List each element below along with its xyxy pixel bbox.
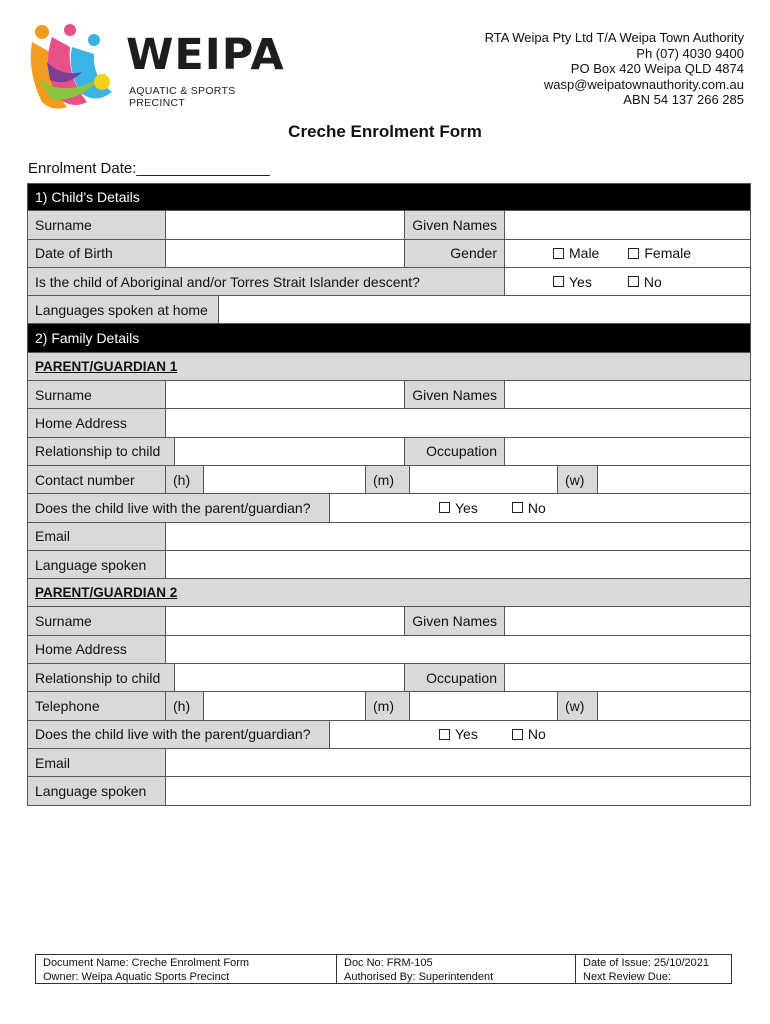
pg2-no-checkbox[interactable]	[512, 729, 523, 740]
pg1-heading: PARENT/GUARDIAN 1	[27, 353, 751, 381]
footer-doc-no: Doc No: FRM-105	[344, 957, 433, 969]
pg1-email-label: Email	[28, 523, 166, 550]
pg1-mobile-label: (m)	[366, 466, 410, 493]
pg1-no-label: No	[527, 499, 546, 516]
org-line: RTA Weipa Pty Ltd T/A Weipa Town Authority	[484, 30, 744, 45]
pg1-given-names-label: Given Names	[405, 381, 505, 408]
document-footer	[35, 954, 732, 984]
dob-label: Date of Birth	[28, 240, 166, 267]
pg2-email-input[interactable]	[166, 749, 750, 776]
gender-options	[505, 240, 750, 267]
footer-authorised: Authorised By: Superintendent	[344, 971, 494, 983]
pg2-address-label: Home Address	[28, 636, 166, 663]
pg2-lives-options	[330, 721, 750, 748]
pg1-email-input[interactable]	[166, 523, 750, 550]
pg1-email-row	[27, 523, 751, 551]
logo-word: WEIPA	[126, 30, 285, 80]
footer-owner: Owner: Weipa Aquatic Sports Precinct	[43, 971, 230, 983]
pg1-work-phone-input[interactable]	[598, 466, 750, 493]
org-line: ABN 54 137 266 285	[623, 92, 744, 107]
section-heading-child: 1) Child’s Details	[27, 183, 751, 211]
pg2-surname-label: Surname	[28, 607, 166, 634]
atsi-options	[505, 268, 750, 295]
logo-figures-icon	[22, 22, 122, 114]
pg2-mobile-label: (m)	[366, 692, 410, 719]
pg1-yes-label: Yes	[455, 499, 478, 516]
pg2-occupation-input[interactable]	[505, 664, 750, 691]
pg2-home-phone-label: (h)	[166, 692, 204, 719]
enrolment-form	[27, 183, 751, 806]
pg1-address-label: Home Address	[28, 409, 166, 436]
pg1-given-names-input[interactable]	[505, 381, 750, 408]
pg2-address-row	[27, 636, 751, 664]
pg1-home-phone-label: (h)	[166, 466, 204, 493]
languages-input[interactable]	[219, 296, 750, 323]
pg1-address-row	[27, 409, 751, 437]
atsi-no-label: No	[643, 273, 662, 290]
pg1-contact-row	[27, 466, 751, 494]
pg2-home-phone-input[interactable]	[204, 692, 366, 719]
pg1-surname-input[interactable]	[166, 381, 405, 408]
atsi-no-checkbox[interactable]	[628, 276, 639, 287]
gender-label: Gender	[405, 240, 505, 267]
org-line: Ph (07) 4030 9400	[636, 45, 744, 61]
pg1-mobile-input[interactable]	[410, 466, 558, 493]
pg1-name-row	[27, 381, 751, 409]
male-label: Male	[569, 245, 600, 262]
pg1-home-phone-input[interactable]	[204, 466, 366, 493]
footer-doc-name: Document Name: Creche Enrolment Form	[43, 957, 250, 969]
pg1-occupation-label: Occupation	[405, 438, 505, 465]
child-name-row	[27, 211, 751, 239]
pg1-relationship-label: Relationship to child	[28, 438, 175, 465]
languages-row	[27, 296, 751, 324]
pg2-address-input[interactable]	[166, 636, 750, 663]
pg2-work-phone-label: (w)	[558, 692, 598, 719]
surname-label: Surname	[28, 211, 166, 238]
pg1-address-input[interactable]	[166, 409, 750, 436]
pg2-relationship-label: Relationship to child	[28, 664, 175, 691]
child-surname-input[interactable]	[166, 211, 405, 238]
footer-doc-number	[337, 955, 576, 983]
pg2-contact-row	[27, 692, 751, 720]
pg2-surname-input[interactable]	[166, 607, 405, 634]
pg1-lives-question: Does the child live with the parent/guardian?	[28, 494, 330, 521]
org-line: PO Box 420 Weipa QLD 4874	[570, 61, 744, 76]
atsi-yes-checkbox[interactable]	[553, 276, 564, 287]
pg1-work-phone-label: (w)	[558, 466, 598, 493]
pg1-language-row	[27, 551, 751, 579]
female-label: Female	[644, 245, 692, 262]
pg1-language-input[interactable]	[166, 551, 750, 578]
atsi-question: Is the child of Aboriginal and/or Torres Strait Islander descent?	[28, 268, 505, 295]
pg2-occupation-label: Occupation	[405, 664, 505, 691]
atsi-row	[27, 268, 751, 296]
pg2-no-label: No	[527, 726, 546, 743]
pg2-mobile-input[interactable]	[410, 692, 558, 719]
pg2-email-label: Email	[28, 749, 166, 776]
logo-subtitle: AQUATIC & SPORTS PRECINCT	[129, 85, 236, 109]
given-names-label: Given Names	[405, 211, 505, 238]
female-checkbox[interactable]	[628, 248, 639, 259]
section-heading-family: 2) Family Details	[27, 324, 751, 352]
languages-label: Languages spoken at home	[28, 296, 219, 323]
child-dob-input[interactable]	[166, 240, 405, 267]
child-dob-row	[27, 240, 751, 268]
pg2-lives-question: Does the child live with the parent/guardian?	[28, 721, 330, 748]
pg1-relationship-input[interactable]	[175, 438, 405, 465]
footer-dates	[576, 955, 731, 983]
weipa-logo	[22, 22, 287, 114]
pg1-language-label: Language spoken	[28, 551, 166, 578]
pg2-language-label: Language spoken	[28, 777, 166, 804]
pg1-occupation-input[interactable]	[505, 438, 750, 465]
pg1-lives-options	[330, 494, 750, 521]
pg1-contact-label: Contact number	[28, 466, 166, 493]
male-checkbox[interactable]	[553, 248, 564, 259]
pg2-yes-checkbox[interactable]	[439, 729, 450, 740]
pg2-relationship-input[interactable]	[175, 664, 405, 691]
pg2-email-row	[27, 749, 751, 777]
form-title: Creche Enrolment Form	[288, 122, 482, 141]
pg1-lives-row	[27, 494, 751, 522]
pg2-yes-label: Yes	[455, 726, 478, 743]
pg2-work-phone-input[interactable]	[598, 692, 750, 719]
footer-issue-date: Date of Issue: 25/10/2021	[583, 957, 709, 969]
pg2-lives-row	[27, 721, 751, 749]
footer-review-date: Next Review Due:	[583, 971, 672, 983]
pg2-language-row	[27, 777, 751, 805]
pg2-relationship-row	[27, 664, 751, 692]
pg2-heading: PARENT/GUARDIAN 2	[27, 579, 751, 607]
org-line: wasp@weipatownauthority.com.au	[543, 76, 744, 92]
pg2-given-names-input[interactable]	[505, 607, 750, 634]
pg1-yes-checkbox[interactable]	[439, 502, 450, 513]
enrolment-date-field[interactable]: Enrolment Date:________________	[28, 160, 270, 177]
atsi-yes-label: Yes	[569, 273, 592, 290]
pg2-name-row	[27, 607, 751, 635]
pg2-telephone-label: Telephone	[28, 692, 166, 719]
pg2-language-input[interactable]	[166, 777, 750, 804]
organisation-details	[485, 30, 744, 108]
pg1-no-checkbox[interactable]	[512, 502, 523, 513]
pg2-given-names-label: Given Names	[405, 607, 505, 634]
pg1-relationship-row	[27, 438, 751, 466]
child-given-names-input[interactable]	[505, 211, 750, 238]
pg1-surname-label: Surname	[28, 381, 166, 408]
footer-doc-info	[36, 955, 337, 983]
